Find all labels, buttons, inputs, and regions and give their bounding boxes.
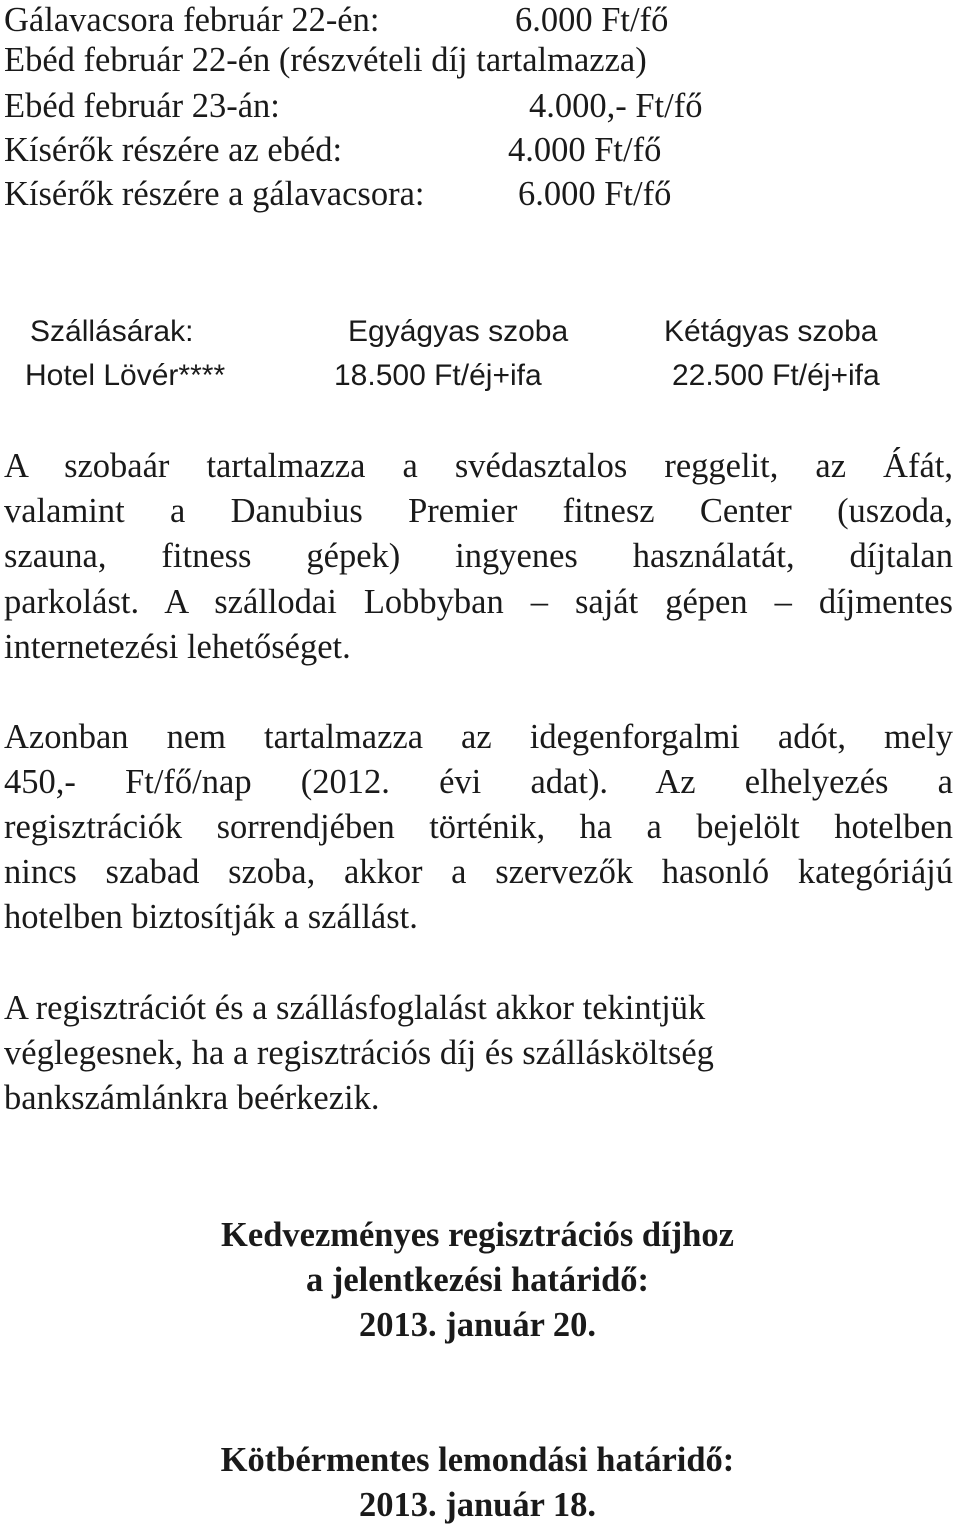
fee-label-gala-22: Gálavacsora február 22-én: (4, 1, 380, 39)
registration-deadline-date: 2013. január 20. (358, 1306, 597, 1344)
paragraph-line: véglegesnek, ha a regisztrációs díj és szállásköltség (4, 1034, 714, 1072)
single-room-price: 18.500 Ft/éj+ifa (334, 359, 542, 392)
fee-price-gala-22: 6.000 Ft/fő (515, 1, 669, 39)
fee-label-lunch-22: Ebéd február 22-én (részvételi díj tartalmazza) (4, 41, 647, 79)
fee-label-companion-lunch: Kísérők részére az ebéd: (4, 131, 343, 169)
cancellation-deadline-date: 2013. január 18. (358, 1486, 597, 1524)
fee-price-lunch-23: 4.000,- Ft/fő (529, 87, 703, 125)
paragraph-line: A szobaár tartalmazza a svédasztalos reggelit, az Áfát, (4, 447, 953, 485)
accommodation-heading: Szállásárak: (30, 315, 194, 348)
paragraph-line: 450,- Ft/fő/nap (2012. évi adat). Az elhelyezés a (4, 763, 953, 801)
hotel-name: Hotel Lövér**** (25, 359, 226, 392)
paragraph-line: internetezési lehetőséget. (4, 628, 351, 666)
paragraph-line: regisztrációk sorrendjében történik, ha a bejelölt hotelben (4, 808, 953, 846)
paragraph-line: parkolást. A szállodai Lobbyban – saját gépen – díjmentes (4, 583, 953, 621)
registration-deadline-line1: Kedvezményes regisztrációs díjhoz (221, 1216, 734, 1254)
registration-deadline-line2: a jelentkezési határidő: (305, 1261, 649, 1299)
paragraph-line: hotelben biztosítják a szállást. (4, 898, 418, 936)
paragraph-line: bankszámlánkra beérkezik. (4, 1079, 380, 1117)
double-room-price: 22.500 Ft/éj+ifa (672, 359, 880, 392)
fee-label-companion-gala: Kísérők részére a gálavacsora: (4, 175, 425, 213)
paragraph-line: A regisztrációt és a szállásfoglalást akkor tekintjük (4, 989, 706, 1027)
single-room-header: Egyágyas szoba (348, 315, 569, 348)
paragraph-line: nincs szabad szoba, akkor a szervezők hasonló kategóriájú (4, 853, 953, 891)
fee-price-companion-gala: 6.000 Ft/fő (518, 175, 672, 213)
double-room-header: Kétágyas szoba (664, 315, 878, 348)
paragraph-line: valamint a Danubius Premier fitnesz Center (uszoda, (4, 492, 953, 530)
cancellation-deadline-title: Kötbérmentes lemondási határidő: (220, 1441, 735, 1479)
paragraph-line: Azonban nem tartalmazza az idegenforgalmi adót, mely (4, 718, 953, 756)
fee-label-lunch-23: Ebéd február 23-án: (4, 87, 280, 125)
paragraph-line: szauna, fitness gépek) ingyenes használatát, díjtalan (4, 537, 953, 575)
fee-price-companion-lunch: 4.000 Ft/fő (508, 131, 662, 169)
